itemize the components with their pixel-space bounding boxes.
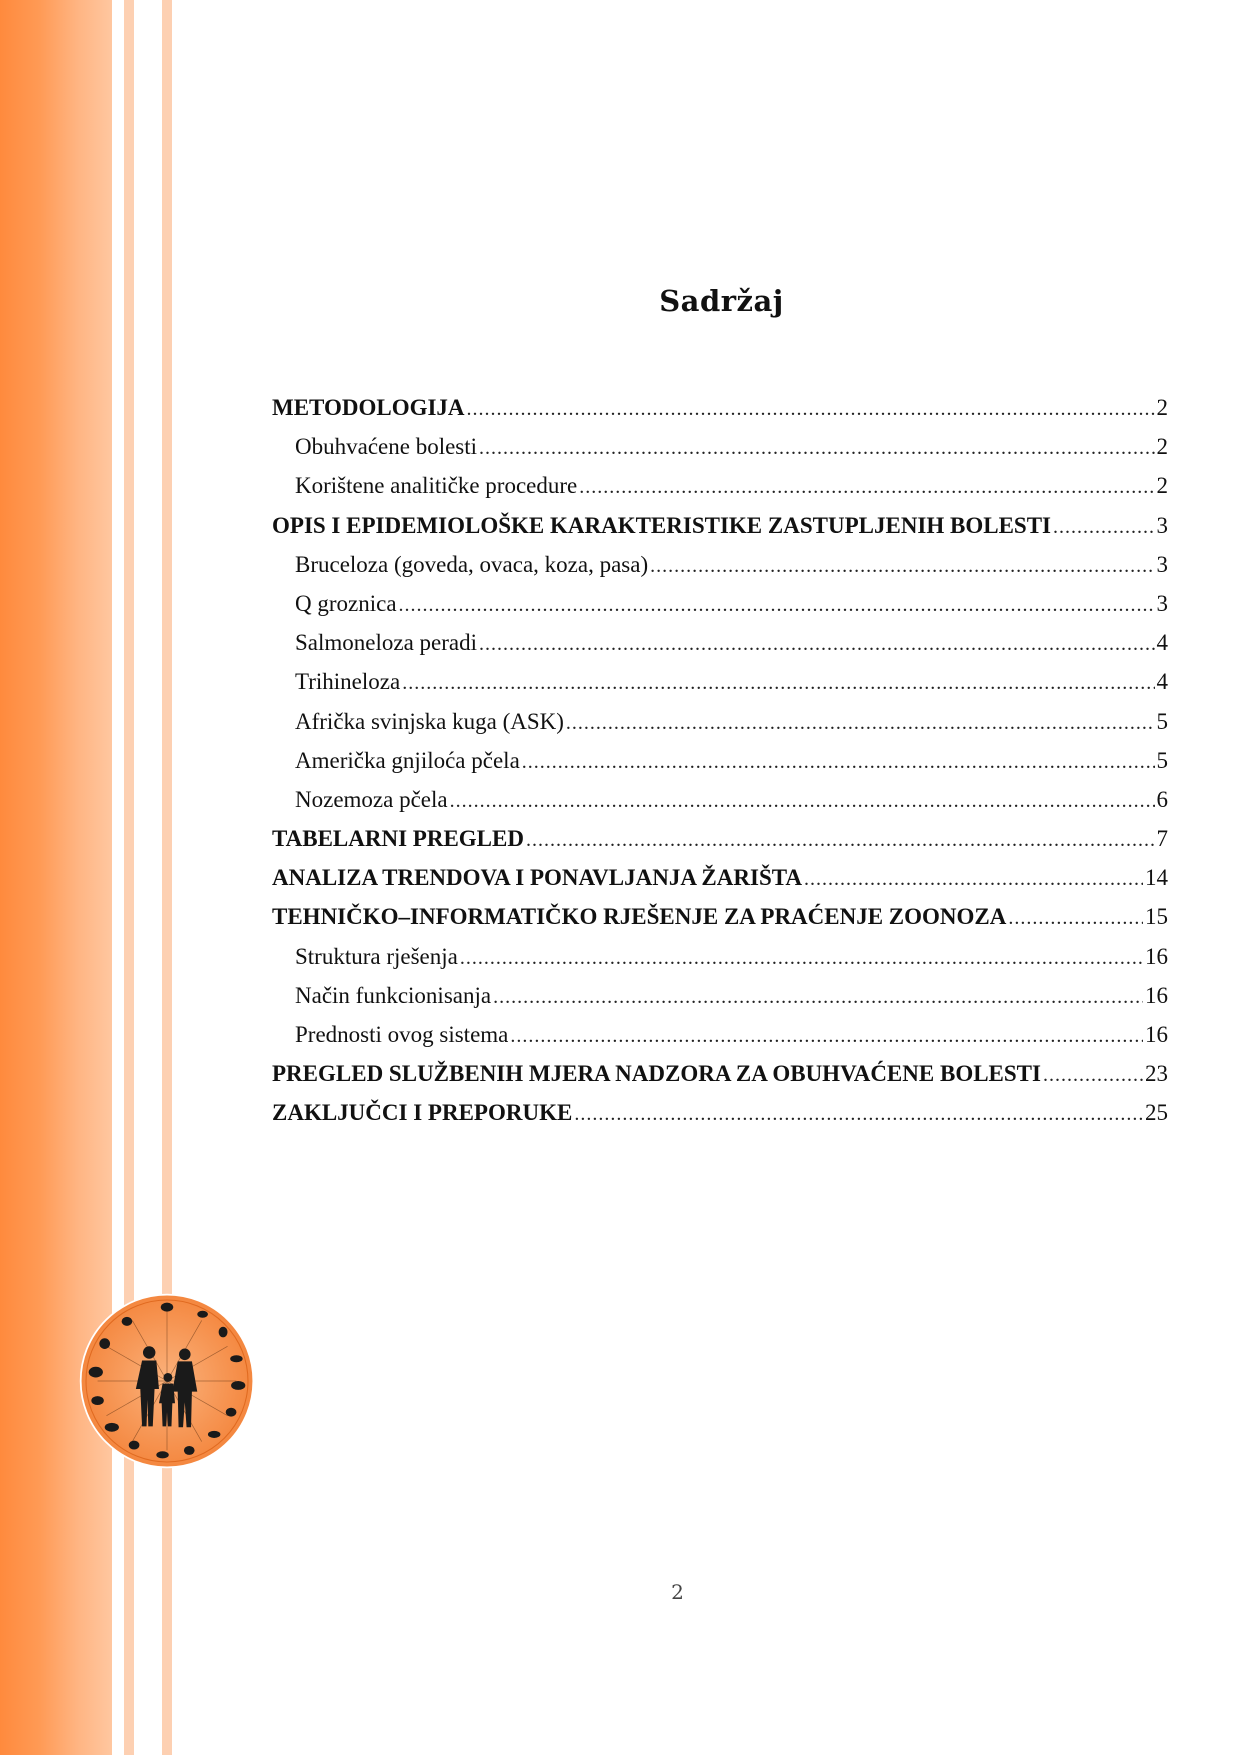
side-stripe-inner bbox=[124, 0, 134, 1755]
toc-entry-page-number: 7 bbox=[1156, 826, 1168, 852]
toc-entry-page-number: 4 bbox=[1156, 669, 1168, 695]
toc-dot-leader bbox=[579, 468, 1154, 507]
toc-entry[interactable] bbox=[272, 506, 1168, 545]
toc-entry[interactable] bbox=[272, 1054, 1168, 1093]
toc-entry-page-number: 6 bbox=[1156, 786, 1168, 812]
toc-entry-label: TEHNIČKO–INFORMATIČKO RJEŠENJE ZA PRAĆENJE ZOONOZA bbox=[272, 904, 1007, 930]
toc-entry-label: TABELARNI PREGLED bbox=[272, 826, 524, 852]
toc-entry[interactable] bbox=[272, 897, 1168, 936]
toc-entry-label: Salmoneloza peradi bbox=[295, 630, 478, 656]
toc-dot-leader bbox=[493, 978, 1143, 1017]
toc-entry[interactable] bbox=[272, 976, 1168, 1015]
toc-entry-label: Q groznica bbox=[295, 590, 397, 616]
toc-entry-page-number: 3 bbox=[1156, 512, 1168, 538]
toc-entry[interactable] bbox=[272, 741, 1168, 780]
toc-entry[interactable] bbox=[272, 819, 1168, 858]
toc-dot-leader bbox=[1053, 508, 1154, 547]
toc-entry-page-number: 3 bbox=[1156, 551, 1168, 577]
toc-entry-page-number: 2 bbox=[1156, 395, 1168, 420]
toc-entry-page-number: 5 bbox=[1156, 708, 1168, 734]
page-number: 2 bbox=[671, 1580, 684, 1604]
toc-dot-leader bbox=[1008, 899, 1143, 938]
toc-entry-page-number: 25 bbox=[1145, 1100, 1168, 1126]
toc-entry-page-number: 5 bbox=[1156, 747, 1168, 773]
toc-entry[interactable] bbox=[272, 937, 1168, 976]
toc-entry-label: Način funkcionisanja bbox=[295, 982, 492, 1008]
toc-entry[interactable] bbox=[272, 388, 1168, 427]
toc-entry-page-number: 16 bbox=[1145, 943, 1168, 969]
toc-entry[interactable] bbox=[272, 584, 1168, 623]
toc-entry-label: ANALIZA TRENDOVA I PONAVLJANJA ŽARIŠTA bbox=[272, 865, 802, 891]
toc-dot-leader bbox=[402, 664, 1154, 703]
toc-dot-leader bbox=[460, 939, 1143, 978]
toc-entry-label: Obuhvaćene bolesti bbox=[295, 434, 478, 460]
toc-entry[interactable] bbox=[272, 1093, 1168, 1132]
toc-entry[interactable] bbox=[272, 702, 1168, 741]
toc-entry-label: ZAKLJUČCI I PREPORUKE bbox=[272, 1100, 573, 1126]
toc-dot-leader bbox=[510, 1017, 1143, 1056]
toc-entry-label: Prednosti ovog sistema bbox=[295, 1022, 509, 1047]
toc-dot-leader bbox=[1043, 1056, 1143, 1095]
side-stripe-outer bbox=[162, 0, 172, 1755]
zoonoses-circle-logo-icon bbox=[78, 1292, 256, 1470]
toc-entry-label: PREGLED SLUŽBENIH MJERA NADZORA ZA OBUHVAĆENE BOLESTI bbox=[272, 1061, 1041, 1087]
toc-entry-label: Američka gnjiloća pčela bbox=[295, 747, 520, 773]
toc-entry-page-number: 16 bbox=[1145, 982, 1168, 1008]
side-band-gap bbox=[112, 0, 124, 1755]
toc-entry[interactable] bbox=[272, 623, 1168, 662]
toc-entry-page-number: 14 bbox=[1145, 865, 1168, 891]
page-title: Sadržaj bbox=[659, 284, 784, 318]
toc-entry-page-number: 2 bbox=[1156, 473, 1168, 499]
toc-dot-leader bbox=[467, 390, 1155, 429]
toc-entry[interactable] bbox=[272, 858, 1168, 897]
toc-entry-label: OPIS I EPIDEMIOLOŠKE KARAKTERISTIKE ZASTUPLJENIH BOLESTI bbox=[272, 512, 1052, 538]
toc-entry[interactable] bbox=[272, 466, 1168, 505]
toc-entry-page-number: 4 bbox=[1156, 630, 1168, 656]
toc-entry-page-number: 3 bbox=[1156, 590, 1168, 616]
toc-dot-leader bbox=[479, 429, 1154, 468]
toc-dot-leader bbox=[450, 782, 1155, 821]
toc-dot-leader bbox=[522, 743, 1155, 782]
toc-dot-leader bbox=[479, 625, 1154, 664]
side-decorative-band bbox=[0, 0, 112, 1755]
toc-entry-label: Struktura rješenja bbox=[295, 943, 458, 969]
toc-dot-leader bbox=[650, 547, 1154, 586]
toc-entry-page-number: 23 bbox=[1145, 1061, 1168, 1087]
toc-dot-leader bbox=[804, 860, 1143, 899]
toc-entry-label: Trihineloza bbox=[295, 669, 401, 695]
toc-entry-label: Bruceloza (goveda, ovaca, koza, pasa) bbox=[295, 551, 649, 577]
toc-entry[interactable] bbox=[272, 545, 1168, 584]
toc-entry-label: METODOLOGIJA bbox=[272, 395, 465, 420]
toc-entry-label: Korištene analitičke procedure bbox=[295, 473, 578, 499]
toc-entry-page-number: 2 bbox=[1156, 434, 1168, 460]
toc-dot-leader bbox=[526, 821, 1155, 860]
toc-entry-page-number: 16 bbox=[1145, 1022, 1168, 1047]
toc-entry[interactable] bbox=[272, 427, 1168, 466]
toc-entry-label: Afrička svinjska kuga (ASK) bbox=[295, 708, 564, 734]
toc-entry[interactable] bbox=[272, 780, 1168, 819]
toc-entry[interactable] bbox=[272, 1015, 1168, 1054]
toc-dot-leader bbox=[399, 586, 1155, 625]
toc-entry[interactable] bbox=[272, 662, 1168, 701]
toc-dot-leader bbox=[574, 1095, 1143, 1134]
toc-entry-label: Nozemoza pčela bbox=[295, 786, 448, 812]
table-of-contents bbox=[272, 388, 1168, 1133]
toc-dot-leader bbox=[566, 704, 1155, 743]
toc-entry-page-number: 15 bbox=[1145, 904, 1168, 930]
